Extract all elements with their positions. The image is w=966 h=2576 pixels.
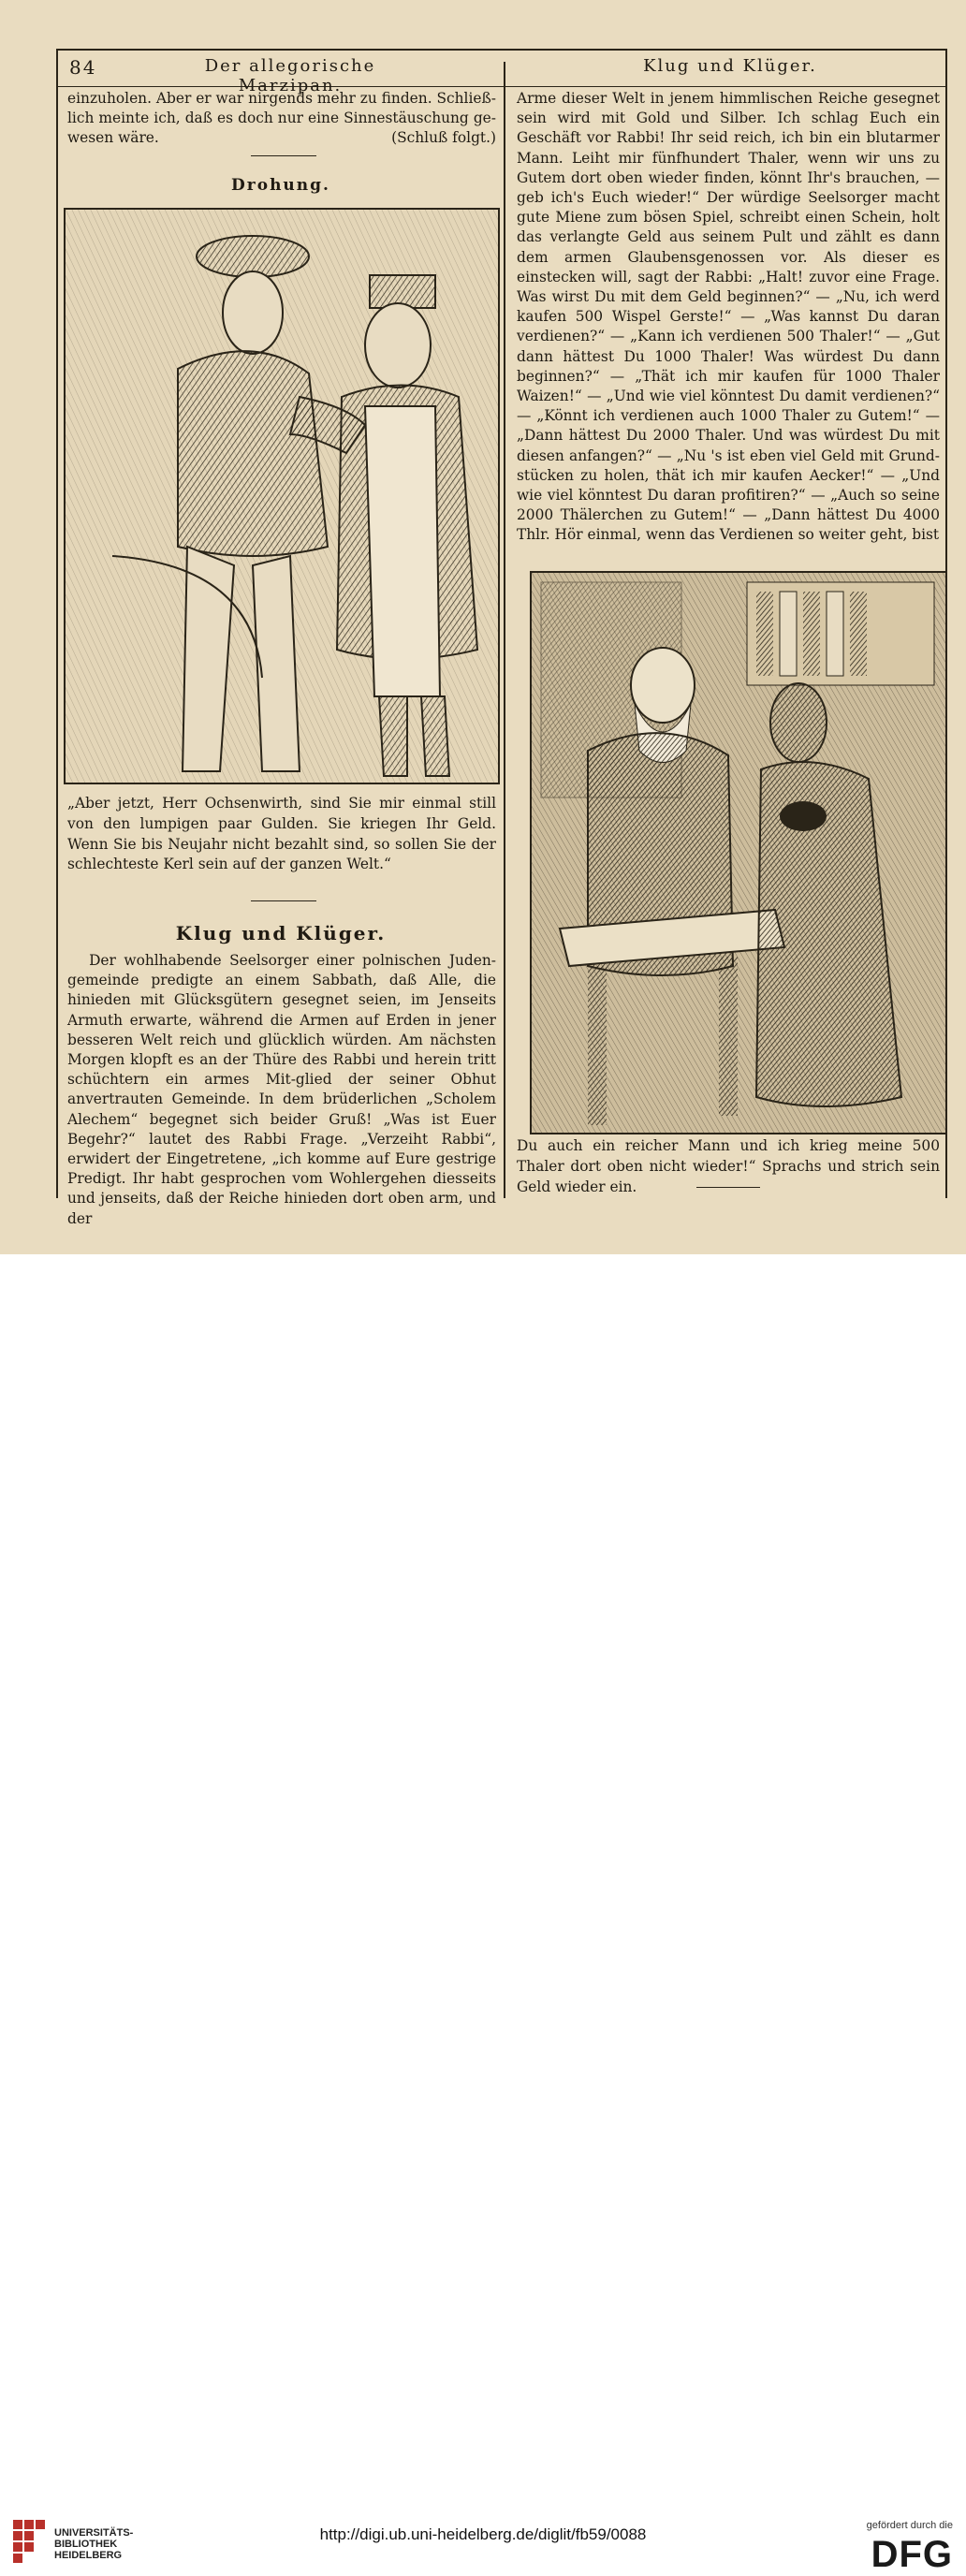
- left-intro-text: [67, 89, 496, 148]
- intro-line-1: einzuholen. Aber er war nirgends mehr zu finden. Schließ-: [67, 90, 496, 107]
- right-running-header: Klug und Klüger.: [643, 56, 817, 76]
- library-line-2: BIBLIOTHEK: [54, 2539, 118, 2550]
- drohung-title: Drohung.: [231, 176, 330, 195]
- library-line-3: HEIDELBERG: [54, 2550, 123, 2561]
- library-line-1: UNIVERSITÄTS-: [54, 2527, 134, 2539]
- intro-last-line: wesen wäre.: [67, 129, 159, 147]
- two-men-engraving-icon: [66, 210, 498, 783]
- funded-by-label: gefördert durch die: [866, 2520, 953, 2531]
- scanned-page: [0, 0, 966, 1254]
- klug-paragraph: Der wohlhabende Seelsorger einer polnischen Juden-gemeinde predigte an einem Sabbath, daß Alle, die hinieden mit Glücksgütern gesegnet seien, im Jenseits Armuth erwarte, während die Armen auf Erden in jener besseren Welt reich und glücklich würden. Am nächsten Morgen klopft es an der Thüre des Rabbi und herein tritt schüchtern ein armes Mit-glied der seiner Obhut anvertrauten Gemeinde. In dem brüderlichen „Scholem Alechem“ begegnet sich beider Gruß! „Was ist Euer Begehr?“ lautet des Rabbi Frage. „Verzeiht Rabbi“, erwidert der Eingetretene, „ich komme auf Eure gestrige Predigt. Ihr habt gesprochen vom Wohlergehen diesseits und jenseits, daß der Reiche hinieden dort oben arm, und der: [67, 952, 496, 1227]
- rabbi-and-poor-man-engraving-icon: [532, 573, 945, 1133]
- intro-line-2: lich meinte ich, daß es doch nur eine Sinnestäuschung ge-: [67, 110, 496, 127]
- column-divider: [504, 62, 505, 1198]
- digitization-footer: [0, 1254, 966, 2575]
- klug-text-right: [517, 89, 940, 546]
- drohung-caption: „Aber jetzt, Herr Ochsenwirth, sind Sie mir einmal still von den lumpigen paar Gulden. Sie kriegen Ihr Geld. Wenn Sie bis Neujahr nicht bezahlt sind, so sollen Sie der schlechteste Kerl sein auf der ganzen Welt.“: [67, 795, 496, 873]
- dfg-logo: DFG: [871, 2534, 953, 2575]
- section-separator-2: [251, 900, 316, 901]
- left-frame-rule: [56, 49, 58, 1198]
- permalink-url[interactable]: http://digi.ub.uni-heidelberg.de/diglit/fb59/0088: [319, 2525, 647, 2543]
- section-separator-1: [251, 155, 316, 156]
- left-running-header: Der allegorische Marzipan.: [204, 56, 376, 95]
- klug-caption: Du auch ein reicher Mann und ich krieg meine 500 Thaler dort oben nicht wieder!“ Sprachs und strich sein Geld wieder ein.: [517, 1137, 940, 1195]
- header-rule: [56, 86, 947, 87]
- klug-illustration: [530, 571, 947, 1134]
- klug-title: Klug und Klüger.: [175, 922, 387, 944]
- klug-continuation: Arme dieser Welt in jenem himmlischen Reiche gesegnet sein wird mit Gold und Silber. Ich schlag Euch ein Geschäft vor Rabbi! Ihr seid reich, ich bin ein blutarmer Mann. Leiht mir fünfhundert Thaler, wenn wir uns zu Gutem dort oben wieder finden, könnt Ihr's brauchen, — geb ich's Euch wieder!“ Der würdige Seelsorger macht gute Miene zum bösen Spiel, schreibt einen Schein, holt das verlangte Geld aus seinem Pult und zählt es dann dem armen Glaubensgenossen vor. Als dieser es einstecken will, sagt der Rabbi: „Halt! zuvor eine Frage. Was wirst Du mit dem Geld beginnen?“ — „Nu, ich werd kaufen 500 Wispel Gerste!“ — „Was kannst Du daran verdienen?“ — „Kann ich verdienen 500 Thaler!“ — „Gut dann hättest Du 1000 Thaler! Was würdest Du dann beginnen?“ — „Thät ich mir kaufen für 1000 Thaler Waizen!“ — „Und wie viel könntest Du damit verdienen?“ — „Könnt ich verdienen auch 1000 Thaler zu Gutem!“ — „Dann hättest Du 2000 Thaler. Und was würdest Du mit diesen anfangen?“ — „Nu 's ist eben viel Geld mit Grund-stücken zu holen, thät ich mir kaufen Aecker!“ — „Und wie viel könntest Du daran profitiren?“ — „Auch so seine 2000 Thälerchen zu Gutem!“ — „Dann hättest Du 4000 Thlr. Hör einmal, wenn das Verdienen so weiter geht, bist: [517, 90, 940, 544]
- top-rule: [56, 49, 947, 51]
- continued-note: (Schluß folgt.): [391, 129, 496, 147]
- page-number: 84: [69, 56, 97, 79]
- section-separator-3: [696, 1187, 760, 1188]
- drohung-illustration: [64, 208, 500, 784]
- klug-text-left: [67, 951, 496, 1229]
